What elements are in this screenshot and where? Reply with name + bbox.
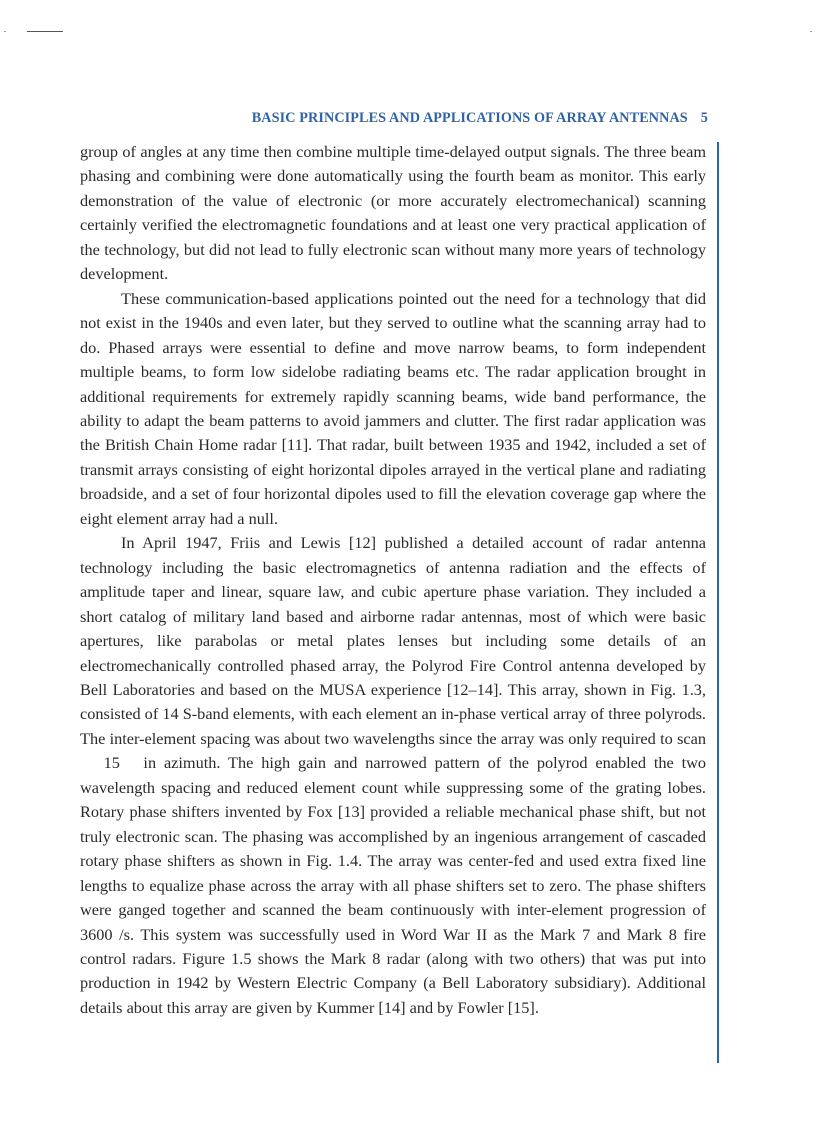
page-number: 5 <box>700 110 708 126</box>
crop-dot-right <box>810 31 812 32</box>
margin-rule <box>717 142 719 1063</box>
paragraph-2: These communication-based applications pointed out the need for a technology that did not exist in the 1940s and even later, but they served to outline what the scanning array had to do. Phased arrays were essential to define and move narrow beams, to form independent multiple beams, to form low sidelobe radiating beams etc. The radar application brought in additional requirements for extremely rapidly scanning beams, wide band performance, the ability to adapt the beam patterns to avoid jammers and clutter. The first radar application was the British Chain Home radar [11]. That radar, built between 1935 and 1942, included a set of transmit arrays consisting of eight horizontal dipoles arrayed in the vertical plane and radiating broadside, and a set of four horizontal dipoles used to fill the elevation coverage gap where the eight element array had a null. <box>80 288 706 528</box>
crop-dot-left <box>4 31 6 32</box>
running-head <box>80 110 708 127</box>
crop-mark <box>27 31 63 32</box>
paragraph-3: In April 1947, Friis and Lewis [12] published a detailed account of radar antenna technology including the basic electromagnetics of antenna radiation and the effects of amplitude taper and linear, square law, and cubic aperture phase variation. They included a short catalog of military land based and airborne radar antennas, most of which were basic apertures, like parabolas or metal plates lenses but including some details of an electromechanically controlled phased array, the Polyrod Fire Control antenna developed by Bell Laboratories and based on the MUSA experience [12–14]. This array, shown in Fig. 1.3, consisted of 14 S-band elements, with each element an in-phase vertical array of three polyrods. The inter-element spacing was about two wavelengths since the array was only required to scan 15 in azimuth. The high gain and narrowed pattern of the polyrod enabled the two wavelength spacing and reduced element count while suppressing some of the grating lobes. Rotary phase shifters invented by Fox [13] provided a reliable mechanical phase shift, but not truly electronic scan. The phasing was accomplished by an ingenious arrangement of cascaded rotary phase shifters as shown in Fig. 1.4. The array was center-fed and used extra fixed line lengths to equalize phase across the array with all phase shifters set to zero. The phase shifters were ganged together and scanned the beam continuously with inter-element progression of 3600 /s. This system was successfully used in Word War II as the Mark 7 and Mark 8 fire control radars. Figure 1.5 shows the Mark 8 radar (along with two others) that was put into production in 1942 by Western Electric Company (a Bell Laboratory subsidiary). Additional details about this array are given by Kummer [14] and by Fowler [15]. <box>80 533 706 1017</box>
running-head-title: BASIC PRINCIPLES AND APPLICATIONS OF ARRAY ANTENNAS <box>251 110 688 126</box>
body-text <box>80 140 706 1020</box>
paragraph-1: group of angles at any time then combine multiple time-delayed output signals. The three beam phasing and combining were done automatically using the fourth beam as monitor. This early demonstration of the value of electronic (or more accurately electromechanical) scanning certainly verified the electromagnetic foundations and at least one very practical application of the technology, but did not lead to fully electronic scan without many more years of technology development. <box>80 142 706 284</box>
